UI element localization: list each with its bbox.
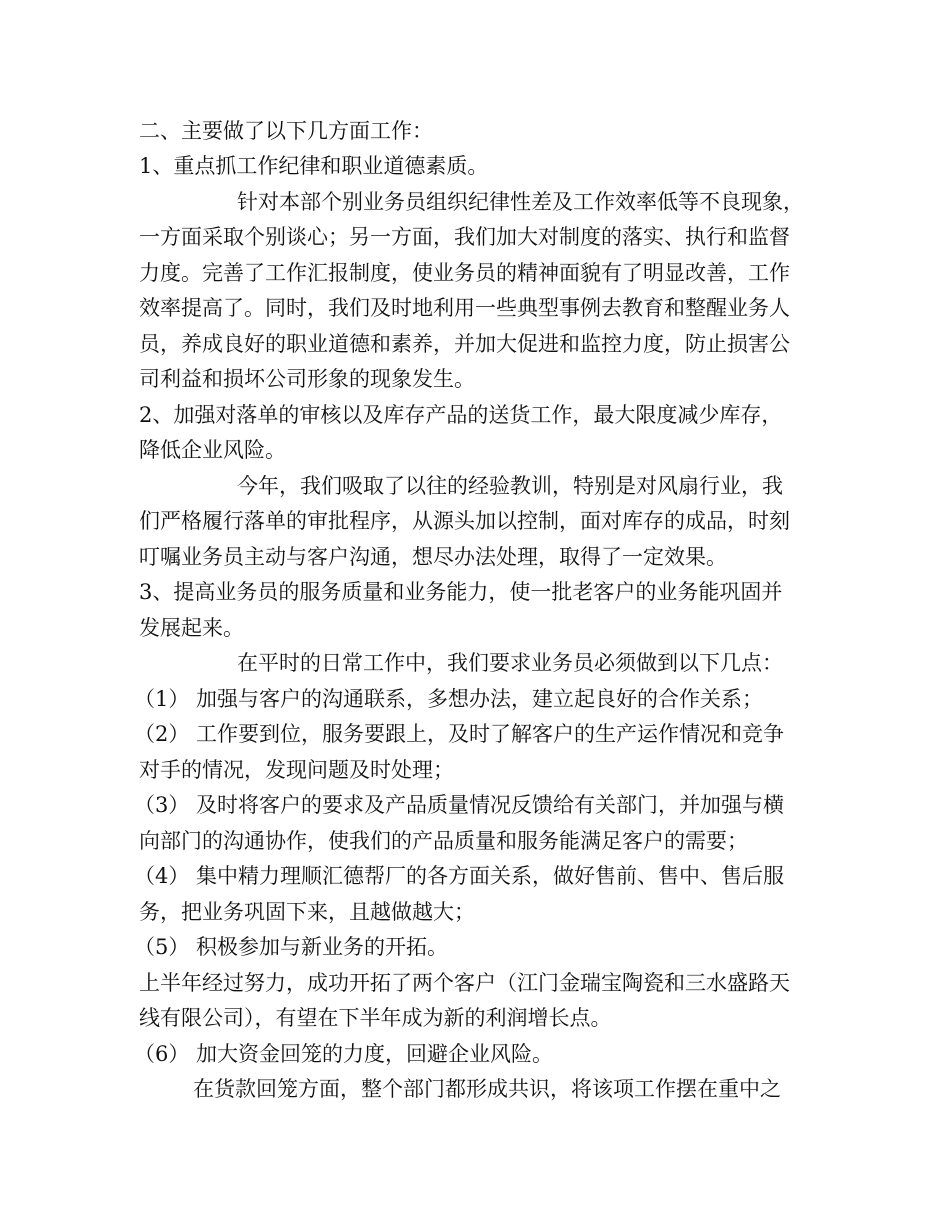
paragraph-line: 上半年经过努力，成功开拓了两个客户（江门金瑞宝陶瓷和三水盛路天: [139, 971, 790, 995]
section-heading: 二、主要做了以下几方面工作：: [139, 119, 433, 143]
paragraph-line: 力度。完善了工作汇报制度，使业务员的精神面貌有了明显改善，工作: [139, 261, 790, 285]
paragraph-line: 司利益和损坏公司形象的现象发生。: [139, 367, 475, 391]
paragraph-line: 今年，我们吸取了以往的经验教训，特别是对风扇行业，我: [237, 474, 783, 498]
paragraph-line: 们严格履行落单的审批程序，从源头加以控制，面对库存的成品，时刻: [139, 509, 790, 533]
list-item-4: （4） 集中精力理顺汇德帮厂的各方面关系，做好售前、售中、售后服: [134, 864, 785, 888]
paragraph-line: 一方面采取个别谈心；另一方面，我们加大对制度的落实、执行和监督: [139, 225, 790, 249]
list-item-6: （6） 加大资金回笼的力度，回避企业风险。: [134, 1042, 554, 1066]
item-2-heading-cont: 降低企业风险。: [139, 438, 286, 462]
paragraph-line: 效率提高了。同时，我们及时地利用一些典型事例去教育和整醒业务人: [139, 296, 790, 320]
item-1-heading: 1、重点抓工作纪律和职业道德素质。: [139, 154, 489, 178]
list-item-4-cont: 务，把业务巩固下来，且越做越大；: [139, 900, 475, 924]
list-item-5: （5） 积极参加与新业务的开拓。: [134, 935, 449, 959]
list-item-2: （2） 工作要到位，服务要跟上，及时了解客户的生产运作情况和竞争: [134, 722, 785, 746]
paragraph-line: 叮嘱业务员主动与客户沟通，想尽办法处理，取得了一定效果。: [139, 545, 727, 569]
list-item-3-cont: 向部门的沟通协作，使我们的产品质量和服务能满足客户的需要；: [139, 829, 748, 853]
paragraph-line: 线有限公司），有望在下半年成为新的利润增长点。: [139, 1006, 612, 1030]
paragraph-line: 在货款回笼方面，整个部门都形成共识，将该项工作摆在重中之: [193, 1077, 781, 1101]
paragraph-line: 在平时的日常工作中，我们要求业务员必须做到以下几点：: [237, 651, 783, 675]
item-3-heading: 3、提高业务员的服务质量和业务能力，使一批老客户的业务能巩固并: [139, 580, 783, 604]
item-2-heading: 2、加强对落单的审核以及库存产品的送货工作，最大限度减少库存，: [139, 403, 783, 427]
paragraph-line: 员，养成良好的职业道德和素养，并加大促进和监控力度，防止损害公: [139, 332, 790, 356]
list-item-2-cont: 对手的情况，发现问题及时处理；: [139, 758, 454, 782]
list-item-1: （1） 加强与客户的沟通联系，多想办法，建立起良好的合作关系；: [134, 687, 764, 711]
paragraph-line: 针对本部个别业务员组织纪律性差及工作效率低等不良现象，: [237, 190, 804, 214]
list-item-3: （3） 及时将客户的要求及产品质量情况反馈给有关部门，并加强与横: [134, 793, 785, 817]
item-3-heading-cont: 发展起来。: [139, 616, 244, 640]
